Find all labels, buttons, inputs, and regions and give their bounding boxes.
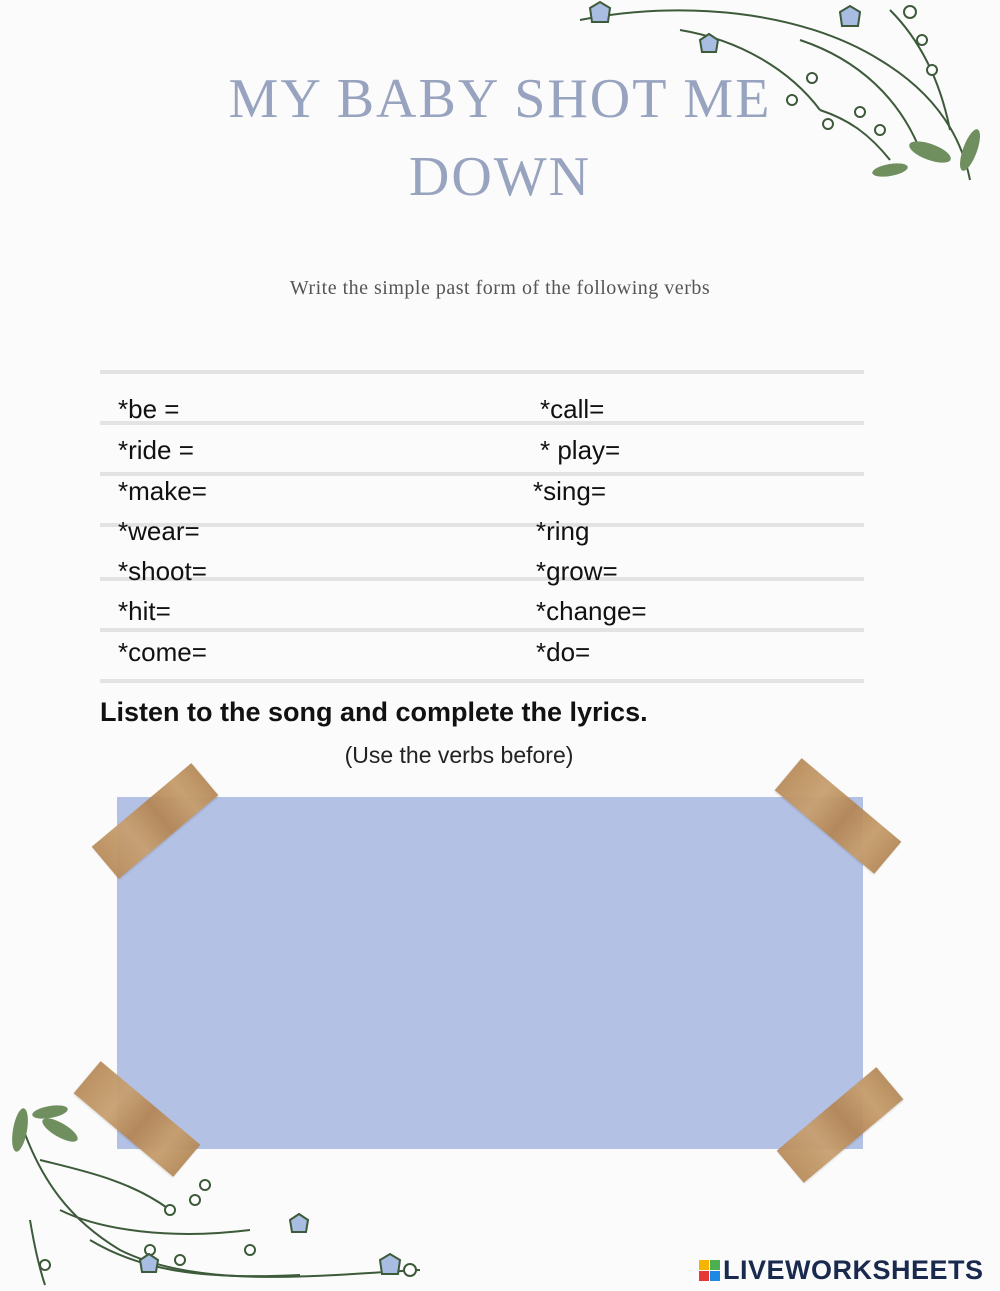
verb-item: *ride =	[118, 435, 194, 465]
instruction-text: Write the simple past form of the following verbs	[289, 277, 711, 299]
line-divider	[100, 679, 864, 683]
logo-mark-icon	[699, 1260, 720, 1281]
lyrics-note: (Use the verbs before)	[344, 742, 574, 768]
verb-item: *make=	[118, 476, 207, 506]
floral-decoration-bottom-left-icon	[0, 1100, 440, 1291]
verb-item: *shoot=	[118, 556, 207, 586]
logo-text: LIVEWORKSHEETS	[723, 1254, 984, 1285]
line-divider	[100, 370, 864, 374]
line-divider	[100, 628, 864, 632]
liveworksheets-logo[interactable]	[699, 1255, 984, 1285]
lyrics-box[interactable]	[117, 797, 863, 1149]
lyrics-heading: Listen to the song and complete the lyrics.	[100, 697, 648, 727]
line-divider	[100, 421, 864, 425]
verb-item: *call=	[540, 394, 605, 424]
verb-item: *do=	[536, 637, 591, 667]
line-divider	[100, 523, 864, 527]
verb-item: *ring	[536, 516, 590, 546]
verb-item: *grow=	[536, 556, 618, 586]
verb-item: *wear=	[118, 516, 200, 546]
verb-item: *come=	[118, 637, 207, 667]
verb-item: *hit=	[118, 596, 171, 626]
verb-item: *sing=	[533, 476, 606, 506]
line-divider	[100, 577, 864, 581]
verb-item: *be =	[118, 394, 180, 424]
page-title: MY BABY SHOT ME DOWN	[228, 68, 772, 208]
verb-item: * play=	[540, 435, 621, 465]
verb-item: *change=	[536, 596, 647, 626]
line-divider	[100, 472, 864, 476]
